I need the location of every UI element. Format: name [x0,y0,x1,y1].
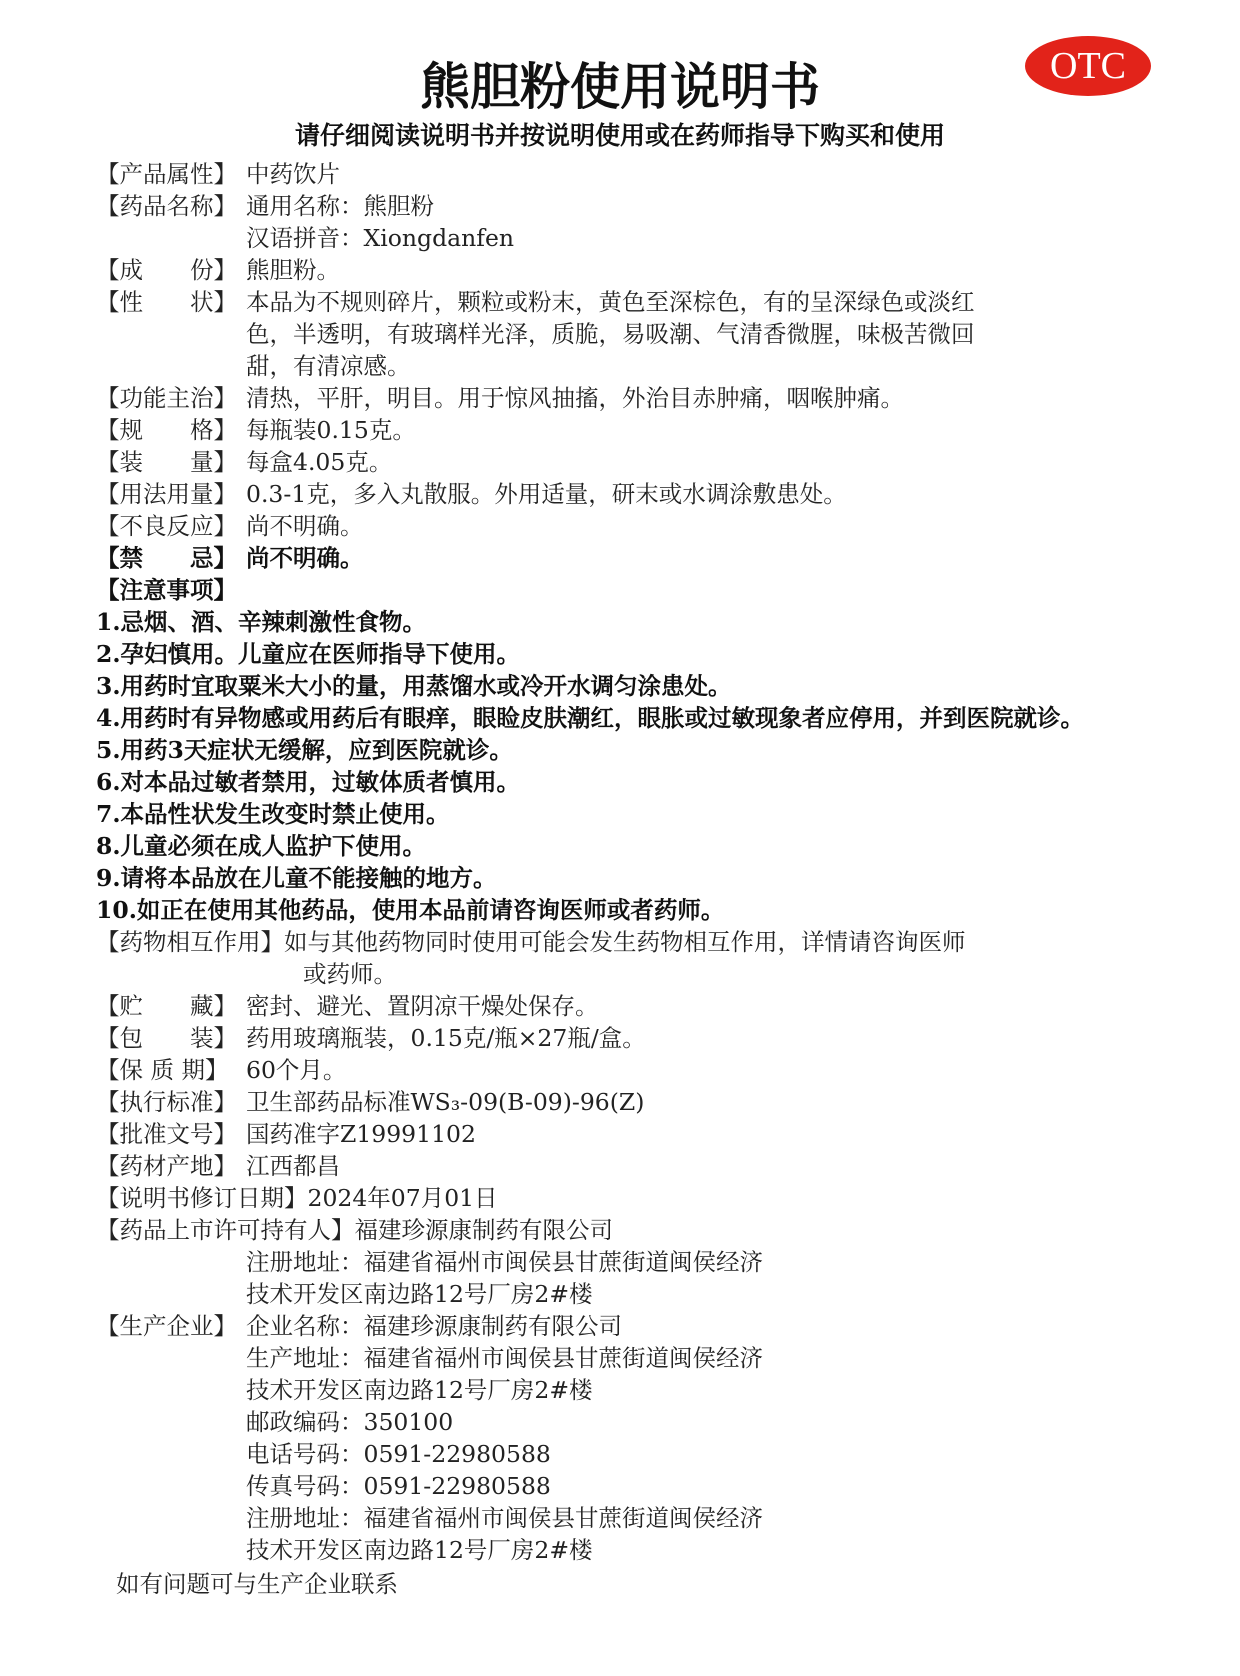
field-usage [96,478,1096,510]
field-value: 通用名称：熊胆粉 [246,192,434,220]
field-label: 【药品名称】 [96,192,237,220]
field-origin [96,1150,1096,1182]
field-value: 中药饮片 [246,160,340,188]
field-label: 【不良反应】 [96,512,237,540]
field-label: 【产品属性】 [96,160,237,188]
field-manufacturer-line: 邮政编码：350100 [246,1408,454,1436]
leaflet-content [96,158,1096,1600]
field-value: 福建珍源康制药有限公司 [354,1216,613,1244]
field-name [96,190,1096,222]
field-value: 尚不明确。 [246,544,364,572]
precaution-item: 3.用药时宜取粟米大小的量，用蒸馏水或冷开水调匀涂患处。 [96,672,732,700]
page-title: 熊胆粉使用说明书 [420,58,820,116]
field-character-line: 色，半透明，有玻璃样光泽，质脆，易吸潮、气清香微腥，味极苦微回 [246,320,975,348]
precaution-item: 4.用药时有异物感或用药后有眼痒，眼睑皮肤潮红，眼胀或过敏现象者应停用，并到医院就诊。 [96,704,1085,732]
field-attr [96,158,1096,190]
field-shelf-life [96,1054,1096,1086]
field-value: 2024年07月01日 [307,1184,498,1212]
precaution-item: 5.用药3天症状无缓解，应到医院就诊。 [96,736,513,764]
field-character [96,286,1096,318]
field-label: 【批准文号】 [96,1120,237,1148]
field-character-line: 甜，有清凉感。 [246,352,411,380]
field-value: 清热，平肝，明目。用于惊风抽搐，外治目赤肿痛，咽喉肿痛。 [246,384,904,412]
field-value: 企业名称：福建珍源康制药有限公司 [246,1312,622,1340]
field-label: 【药品上市许可持有人】 [96,1216,355,1244]
field-label: 【执行标准】 [96,1088,237,1116]
field-label: 【药材产地】 [96,1152,237,1180]
field-value: 药用玻璃瓶装，0.15克/瓶×27瓶/盒。 [246,1024,646,1052]
field-name-pinyin: 汉语拼音：Xiongdanfen [246,224,515,252]
field-value: 江西都昌 [246,1152,340,1180]
field-storage [96,990,1096,1022]
field-amount [96,446,1096,478]
precaution-item: 2.孕妇慎用。儿童应在医师指导下使用。 [96,640,521,668]
field-spec [96,414,1096,446]
field-value: 每盒4.05克。 [246,448,393,476]
field-label: 【装 量】 [96,448,237,476]
field-function [96,382,1096,414]
field-label: 【保 质 期】 [96,1056,229,1084]
field-approval [96,1118,1096,1150]
field-adverse [96,510,1096,542]
field-label: 【包 装】 [96,1024,237,1052]
field-manufacturer-line: 注册地址：福建省福州市闽侯县甘蔗街道闽侯经济 [246,1504,763,1532]
field-revision-date [96,1182,1096,1214]
precaution-item: 9.请将本品放在儿童不能接触的地方。 [96,864,497,892]
field-ingredient [96,254,1096,286]
field-label: 【用法用量】 [96,480,237,508]
field-label: 【禁 忌】 [96,544,237,572]
field-manufacturer-line: 生产地址：福建省福州市闽侯县甘蔗街道闽侯经济 [246,1344,763,1372]
field-holder-line: 技术开发区南边路12号厂房2#楼 [246,1280,593,1308]
field-license-holder [96,1214,1096,1246]
field-value: 熊胆粉。 [246,256,340,284]
field-standard [96,1086,1096,1118]
field-label: 【性 状】 [96,288,237,316]
precaution-item: 7.本品性状发生改变时禁止使用。 [96,800,450,828]
field-label: 【生产企业】 [96,1312,237,1340]
field-value: 如与其他药物同时使用可能会发生药物相互作用，详情请咨询医师 [284,928,966,956]
field-interaction-line: 或药师。 [303,960,397,988]
field-contraindication [96,542,1096,574]
field-value: 尚不明确。 [246,512,364,540]
precaution-item: 8.儿童必须在成人监护下使用。 [96,832,427,860]
precaution-item: 1.忌烟、酒、辛辣刺激性食物。 [96,608,427,636]
otc-badge: OTC [1025,36,1151,96]
field-manufacturer-line: 技术开发区南边路12号厂房2#楼 [246,1536,593,1564]
field-manufacturer [96,1310,1096,1342]
field-label: 【功能主治】 [96,384,237,412]
field-manufacturer-line: 电话号码：0591-22980588 [246,1440,551,1468]
field-label: 【成 份】 [96,256,237,284]
precautions-heading: 【注意事项】 [96,576,237,604]
field-interaction [96,926,1096,958]
precaution-item: 6.对本品过敏者禁用，过敏体质者慎用。 [96,768,521,796]
field-label: 【药物相互作用】 [96,928,284,956]
field-value: 60个月。 [246,1056,347,1084]
field-label: 【贮 藏】 [96,992,237,1020]
field-label: 【规 格】 [96,416,237,444]
field-value: 每瓶装0.15克。 [246,416,416,444]
field-holder-line: 注册地址：福建省福州市闽侯县甘蔗街道闽侯经济 [246,1248,763,1276]
field-label: 【说明书修订日期】 [96,1184,308,1212]
field-value: 本品为不规则碎片，颗粒或粉末，黄色至深棕色，有的呈深绿色或淡红 [246,288,975,316]
field-value: 卫生部药品标准WS₃-09(B-09)-96(Z) [246,1088,645,1116]
footer-note: 如有问题可与生产企业联系 [116,1570,398,1598]
field-value: 国药准字Z19991102 [246,1120,476,1148]
field-value: 0.3-1克，多入丸散服。外用适量，研末或水调涂敷患处。 [246,480,847,508]
field-manufacturer-line: 传真号码：0591-22980588 [246,1472,551,1500]
field-manufacturer-line: 技术开发区南边路12号厂房2#楼 [246,1376,593,1404]
precaution-item: 10.如正在使用其他药品，使用本品前请咨询医师或者药师。 [96,896,725,924]
field-package [96,1022,1096,1054]
page-subtitle: 请仔细阅读说明书并按说明使用或在药师指导下购买和使用 [294,121,945,150]
field-value: 密封、避光、置阴凉干燥处保存。 [246,992,599,1020]
